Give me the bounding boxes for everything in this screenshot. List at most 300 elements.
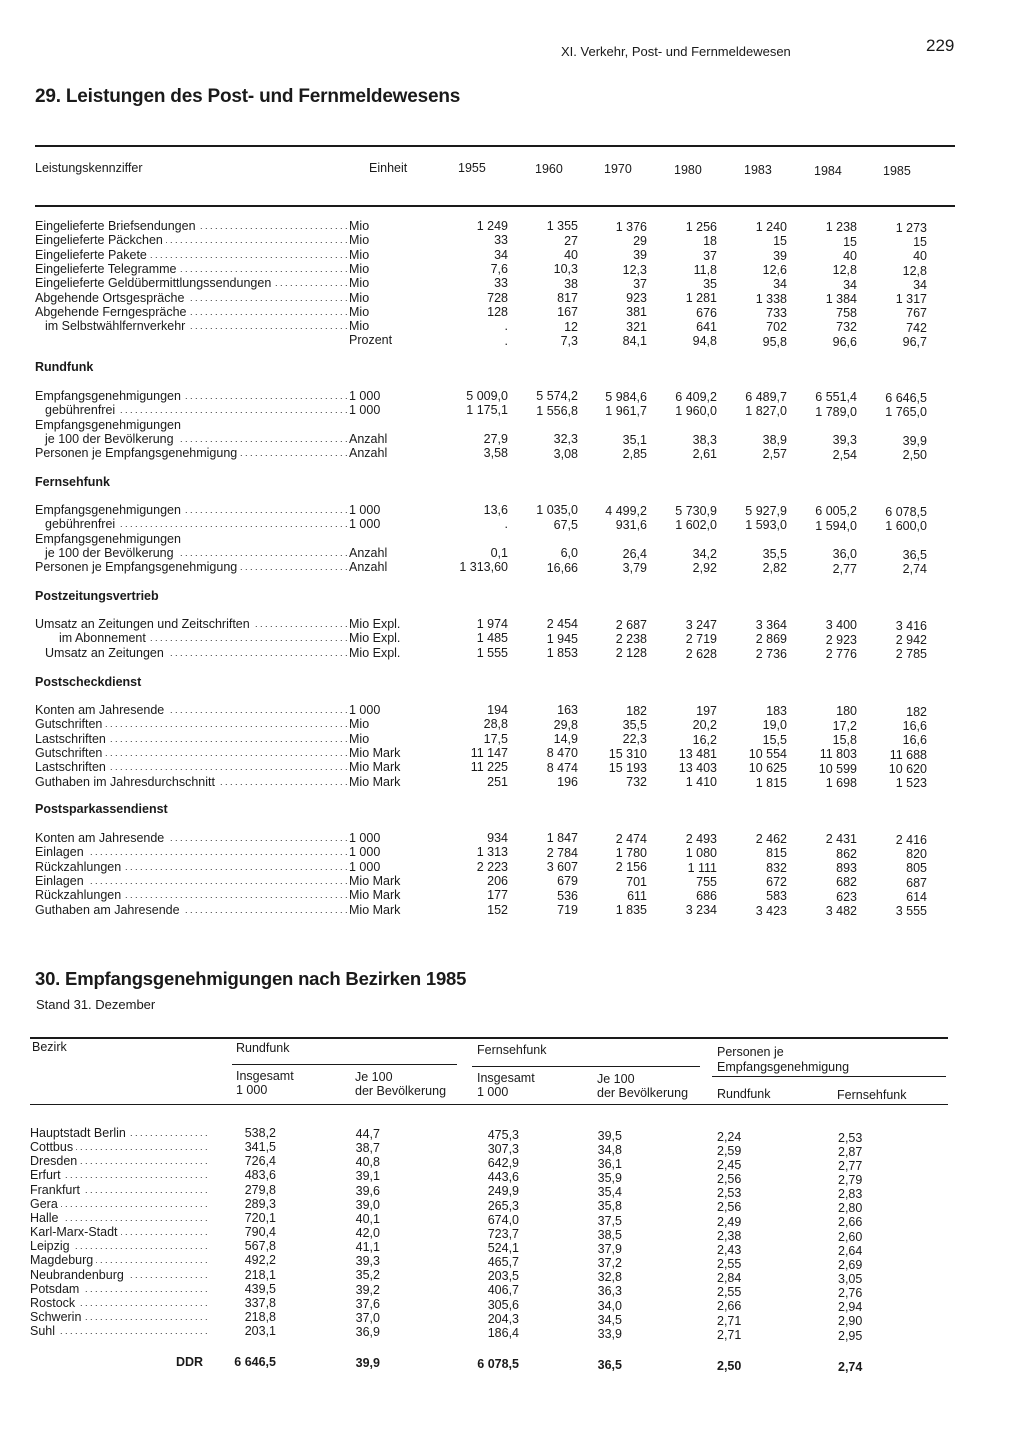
bezirk-label-text: Gera xyxy=(30,1197,61,1211)
row-label-text: Empfangsgenehmigungen xyxy=(35,503,184,517)
running-title: XI. Verkehr, Post- und Fernmeldewesen xyxy=(561,44,791,59)
value-cell: 6 646,5 xyxy=(234,1355,276,1369)
value-cell: 152 xyxy=(487,902,508,917)
bezirk-label-text: Magdeburg xyxy=(30,1253,96,1267)
value-cell: 6 489,7 xyxy=(745,390,787,405)
bezirk-label xyxy=(30,1154,210,1168)
row-unit: Mio xyxy=(349,276,370,291)
value-cell: 1 945 xyxy=(546,631,578,646)
value-cell: 2,53 xyxy=(838,1130,863,1145)
value-cell: 923 xyxy=(626,291,647,306)
value-cell: 1 376 xyxy=(615,219,647,234)
value-cell: 439,5 xyxy=(244,1281,276,1296)
value-cell: 3 423 xyxy=(755,903,787,918)
bezirk-label-text: Hauptstadt Berlin xyxy=(30,1126,129,1140)
value-cell: 33 xyxy=(494,233,508,248)
value-cell: 2,85 xyxy=(622,446,647,461)
row-label xyxy=(35,503,347,517)
col-bezirk: Bezirk xyxy=(32,1040,67,1054)
row-unit: 1 000 xyxy=(349,503,381,517)
value-cell: 6 005,2 xyxy=(815,504,857,519)
value-cell: 674,0 xyxy=(487,1212,519,1227)
value-cell: 35,4 xyxy=(597,1185,622,1200)
row-label-text: Einlagen xyxy=(35,845,87,859)
value-cell: 35,5 xyxy=(762,547,787,562)
value-cell: 623 xyxy=(836,889,857,904)
value-cell: 2,56 xyxy=(717,1200,742,1215)
value-cell: 11 147 xyxy=(470,746,508,761)
value-cell: 1 780 xyxy=(615,845,647,860)
value-cell: 2,76 xyxy=(838,1286,863,1301)
value-cell: 35 xyxy=(703,277,717,292)
value-cell: 687 xyxy=(906,875,927,890)
value-cell: 38,3 xyxy=(692,432,717,447)
value-cell: 832 xyxy=(766,860,787,875)
value-cell: 1 765,0 xyxy=(885,404,927,419)
value-cell: 39,9 xyxy=(355,1355,380,1370)
value-cell: 4 499,2 xyxy=(605,503,647,518)
table29-title: 29. Leistungen des Post- und Fernmeldewesens xyxy=(35,86,461,107)
value-cell: 2,71 xyxy=(717,1327,742,1342)
value-cell: 2,66 xyxy=(838,1215,863,1230)
value-cell: 11 225 xyxy=(470,760,508,775)
page-number: 229 xyxy=(926,36,955,55)
value-cell: . xyxy=(504,319,508,334)
value-cell: 44,7 xyxy=(355,1126,380,1141)
value-cell: 820 xyxy=(906,846,927,861)
row-label xyxy=(35,646,347,660)
value-cell: 2 156 xyxy=(615,860,647,875)
value-cell: 1 273 xyxy=(895,220,927,235)
row-unit: Anzahl xyxy=(349,446,388,461)
row-label-text: Eingelieferte Briefsendungen xyxy=(35,219,199,233)
value-cell: 38,5 xyxy=(597,1227,622,1242)
value-cell: 8 474 xyxy=(546,760,578,775)
value-cell: 728 xyxy=(487,290,508,305)
row-unit: 1 000 xyxy=(349,403,381,418)
row-label-text: je 100 der Bevölkerung xyxy=(35,432,177,446)
row-label-text: Empfangsgenehmigungen xyxy=(35,418,184,432)
value-cell: 29,8 xyxy=(553,717,578,732)
value-cell: 3 400 xyxy=(825,618,857,633)
value-cell: 11 803 xyxy=(819,747,857,762)
value-cell: 34,2 xyxy=(692,546,717,561)
col-fernseh-insgesamt: Insgesamt xyxy=(477,1071,535,1085)
value-cell: 19,0 xyxy=(762,718,787,733)
value-cell: 701 xyxy=(626,874,647,889)
value-cell: 3,58 xyxy=(483,446,508,461)
row-label xyxy=(35,775,347,789)
value-cell: 538,2 xyxy=(244,1126,276,1140)
value-cell: 265,3 xyxy=(487,1198,519,1213)
value-cell: 37 xyxy=(633,276,647,291)
value-cell: 1 789,0 xyxy=(815,404,857,419)
value-cell: 3,05 xyxy=(838,1272,863,1286)
row-label xyxy=(35,446,347,460)
col-year: 1960 xyxy=(535,162,563,176)
col-einheit: Einheit xyxy=(369,161,408,175)
value-cell: 726,4 xyxy=(244,1154,276,1169)
col-year: 1984 xyxy=(814,164,842,178)
col-year: 1970 xyxy=(604,162,632,176)
value-cell: 40 xyxy=(564,248,578,262)
value-cell: 39,5 xyxy=(597,1128,622,1143)
value-cell: 1 035,0 xyxy=(536,503,578,518)
value-cell: 16,2 xyxy=(692,732,717,747)
value-cell: 10 620 xyxy=(888,761,927,776)
row-label-text: je 100 der Bevölkerung xyxy=(35,546,177,560)
section-title: Rundfunk xyxy=(35,360,94,374)
value-cell: 41,1 xyxy=(355,1240,380,1255)
value-cell: 1 256 xyxy=(685,219,717,234)
value-cell: 742 xyxy=(906,320,927,335)
value-cell: 10 599 xyxy=(818,761,857,776)
value-cell: 20,2 xyxy=(692,718,717,733)
row-label xyxy=(35,860,347,874)
value-cell: 1 338 xyxy=(755,291,787,306)
value-cell: 3,79 xyxy=(622,560,647,575)
section-title: Postscheckdienst xyxy=(35,675,142,689)
value-cell: 206 xyxy=(487,874,508,889)
value-cell: 3 482 xyxy=(825,903,857,918)
value-cell: 2,95 xyxy=(838,1328,863,1343)
row-unit: Mio Mark xyxy=(349,902,401,917)
value-cell: 1 111 xyxy=(687,860,717,875)
value-cell: 2 416 xyxy=(895,832,927,847)
value-cell: 15 310 xyxy=(608,746,647,761)
value-cell: 2,57 xyxy=(762,447,787,462)
value-cell: 35,5 xyxy=(622,717,647,732)
row-unit: Mio xyxy=(349,731,370,746)
value-cell: 27 xyxy=(564,233,578,248)
value-cell: 3 364 xyxy=(755,618,787,633)
value-cell: 203,1 xyxy=(244,1324,276,1339)
table30-top-rule xyxy=(30,1037,948,1039)
value-cell: 758 xyxy=(836,306,857,321)
section-title: Fernsehfunk xyxy=(35,475,111,489)
row-label-text: im Selbstwählfernverkehr xyxy=(35,319,188,333)
row-label-text: Gutschriften xyxy=(35,746,105,760)
bezirk-label xyxy=(30,1126,210,1140)
value-cell: 2 431 xyxy=(825,832,857,847)
value-cell: 1 835 xyxy=(615,903,647,918)
row-unit: 1 000 xyxy=(349,845,381,860)
value-cell: 723,7 xyxy=(487,1226,519,1241)
rule-rundfunk-group xyxy=(232,1064,457,1065)
col-personen-fernsehfunk: Fernsehfunk xyxy=(837,1088,907,1102)
value-cell: 95,8 xyxy=(762,334,787,349)
value-cell: 1 847 xyxy=(546,831,578,846)
value-cell: 321 xyxy=(626,319,647,334)
value-cell: 1 600,0 xyxy=(885,518,927,533)
row-unit: Mio xyxy=(349,219,370,233)
col-group-personen-line1: Personen je xyxy=(717,1045,784,1059)
value-cell: 732 xyxy=(836,320,857,335)
value-cell: 37,2 xyxy=(597,1256,622,1271)
value-cell: 1 485 xyxy=(476,631,508,646)
value-cell: 40,8 xyxy=(355,1155,380,1170)
rule-fernsehfunk-group xyxy=(472,1066,700,1067)
value-cell: 2 223 xyxy=(476,859,508,874)
value-cell: 2 462 xyxy=(755,832,787,847)
value-cell: 36,0 xyxy=(832,547,857,562)
value-cell: 2,45 xyxy=(717,1157,742,1172)
row-label-text: Eingelieferte Geldübermittlungssendungen xyxy=(35,276,274,290)
value-cell: 2 628 xyxy=(685,646,717,661)
value-cell: 39 xyxy=(773,248,787,263)
value-cell: 475,3 xyxy=(487,1127,519,1142)
row-label xyxy=(35,319,347,333)
value-cell: 7,6 xyxy=(490,262,508,277)
row-label xyxy=(35,403,347,417)
value-cell: 34 xyxy=(913,277,927,292)
value-cell: 1 961,7 xyxy=(605,403,647,418)
value-cell: 5 730,9 xyxy=(675,503,717,518)
value-cell: 37,9 xyxy=(597,1241,622,1256)
bezirk-label-text: Karl-Marx-Stadt xyxy=(30,1225,121,1239)
value-cell: 3 607 xyxy=(546,860,578,874)
row-label-text: Eingelieferte Pakete xyxy=(35,248,150,262)
value-cell: 16,6 xyxy=(902,718,927,733)
bezirk-label-text: Frankfurt xyxy=(30,1183,83,1197)
row-label xyxy=(35,219,347,233)
value-cell: 34 xyxy=(843,277,857,292)
row-unit: 1 000 xyxy=(349,517,381,532)
row-label xyxy=(35,418,347,432)
value-cell: 2,71 xyxy=(717,1313,742,1328)
value-cell: 5 927,9 xyxy=(745,504,787,519)
value-cell: 34 xyxy=(494,247,508,262)
col-fernseh-der-bev: der Bevölkerung xyxy=(597,1086,689,1100)
value-cell: 2,53 xyxy=(717,1186,742,1201)
value-cell: 5 984,6 xyxy=(605,389,647,404)
value-cell: 536 xyxy=(557,888,578,903)
value-cell: 203,5 xyxy=(487,1269,519,1284)
value-cell: 2,74 xyxy=(838,1359,863,1374)
value-cell: 805 xyxy=(906,861,927,876)
row-label-text: Konten am Jahresende xyxy=(35,703,167,717)
value-cell: 40,1 xyxy=(355,1211,380,1226)
value-cell: 2 687 xyxy=(615,617,647,632)
value-cell: 35,2 xyxy=(355,1268,380,1283)
value-cell: 406,7 xyxy=(487,1283,519,1298)
bezirk-label-text: Schwerin xyxy=(30,1310,84,1324)
value-cell: 719 xyxy=(557,902,578,917)
table30-header-rule xyxy=(30,1104,948,1105)
bezirk-label-text: Potsdam xyxy=(30,1282,82,1296)
value-cell: 204,3 xyxy=(487,1311,519,1326)
col-year: 1983 xyxy=(744,163,772,177)
value-cell: 16,6 xyxy=(902,733,927,748)
row-label-text: Abgehende Ferngespräche xyxy=(35,305,190,319)
value-cell: 40 xyxy=(843,248,857,263)
col-rundfunk-der-bev: der Bevölkerung xyxy=(355,1084,447,1098)
bezirk-label xyxy=(30,1197,210,1211)
value-cell: 2 869 xyxy=(755,632,787,647)
value-cell: 790,4 xyxy=(244,1225,276,1240)
value-cell: 36,5 xyxy=(597,1357,622,1372)
row-unit: 1 000 xyxy=(349,859,381,874)
value-cell: 767 xyxy=(906,306,927,321)
value-cell: 8 470 xyxy=(546,746,578,761)
value-cell: 3 247 xyxy=(685,617,717,632)
table29-header-rule xyxy=(35,205,955,207)
value-cell: 2,84 xyxy=(717,1271,742,1286)
value-cell: 39,0 xyxy=(355,1197,380,1212)
row-label xyxy=(35,874,347,888)
row-label-text: Rückzahlungen xyxy=(35,888,124,902)
value-cell: 218,8 xyxy=(244,1309,276,1324)
row-label-text: Abgehende Ortsgespräche xyxy=(35,291,187,305)
value-cell: 931,6 xyxy=(615,517,647,532)
value-cell: 1 355 xyxy=(546,219,578,234)
row-unit: 1 000 xyxy=(349,389,381,403)
value-cell: 180 xyxy=(836,704,857,719)
value-cell: 702 xyxy=(766,320,787,335)
col-rundfunk-je100: Je 100 xyxy=(355,1070,393,1084)
value-cell: 94,8 xyxy=(692,334,717,349)
value-cell: . xyxy=(504,333,508,348)
row-label-text: Rückzahlungen xyxy=(35,860,124,874)
value-cell: 3 555 xyxy=(895,904,927,919)
value-cell: 15 xyxy=(773,234,787,249)
value-cell: 11,8 xyxy=(693,262,717,277)
row-label-text: Lastschriften xyxy=(35,760,109,774)
value-cell: 2,59 xyxy=(717,1143,742,1158)
bezirk-label xyxy=(30,1310,210,1324)
value-cell: 1 384 xyxy=(825,291,857,306)
value-cell: 733 xyxy=(766,305,787,320)
row-unit: Mio xyxy=(349,717,370,732)
row-label-text: Personen je Empfangsgenehmigung xyxy=(35,446,240,460)
table29-top-rule xyxy=(35,145,955,147)
value-cell: 2,90 xyxy=(838,1314,863,1329)
value-cell: 2 454 xyxy=(546,617,578,632)
row-unit: 1 000 xyxy=(349,703,381,717)
value-cell: 1 313 xyxy=(476,845,508,860)
value-cell: 2,79 xyxy=(838,1172,863,1187)
value-cell: 2,38 xyxy=(717,1228,742,1243)
value-cell: 11 688 xyxy=(889,747,927,762)
value-cell: 34,0 xyxy=(597,1298,622,1313)
value-cell: 676 xyxy=(696,305,717,320)
col-group-personen-line2: Empfangsgenehmigung xyxy=(717,1060,850,1074)
row-label xyxy=(35,717,347,731)
row-unit: Anzahl xyxy=(349,560,388,575)
value-cell: 3 416 xyxy=(895,618,927,633)
col-leistungskennziffer: Leistungskennziffer xyxy=(35,161,143,175)
bezirk-label xyxy=(30,1282,210,1296)
value-cell: 35,9 xyxy=(597,1171,622,1186)
value-cell: 10,3 xyxy=(553,262,578,277)
value-cell: 755 xyxy=(696,874,717,889)
value-cell: 12,8 xyxy=(902,263,927,278)
bezirk-label xyxy=(30,1168,210,1182)
row-unit: Mio xyxy=(349,233,370,248)
bezirk-label-text: DDR xyxy=(176,1355,204,1369)
value-cell: 381 xyxy=(626,305,647,320)
value-cell: 96,6 xyxy=(832,334,857,349)
value-cell: 6 409,2 xyxy=(675,389,717,404)
value-cell: 1 556,8 xyxy=(536,403,578,418)
table30-subtitle: Stand 31. Dezember xyxy=(36,997,156,1012)
value-cell: 37,0 xyxy=(355,1310,380,1325)
row-label xyxy=(35,831,347,845)
value-cell: 251 xyxy=(487,774,508,789)
value-cell: 36,5 xyxy=(902,547,927,562)
row-unit: 1 000 xyxy=(349,831,381,845)
value-cell: 2 784 xyxy=(546,845,578,860)
row-label xyxy=(35,703,347,717)
value-cell: 1 313,60 xyxy=(459,560,508,575)
value-cell: 34,5 xyxy=(597,1312,622,1327)
value-cell: 186,4 xyxy=(487,1325,519,1340)
value-cell: 1 175,1 xyxy=(466,403,508,418)
value-cell: 196 xyxy=(557,774,578,789)
value-cell: 6 078,5 xyxy=(477,1356,519,1371)
col-rundfunk-insgesamt: Insgesamt xyxy=(236,1069,294,1083)
value-cell: 307,3 xyxy=(487,1141,519,1156)
value-cell: 7,3 xyxy=(560,333,578,348)
value-cell: 27,9 xyxy=(483,432,508,447)
row-unit: Mio Mark xyxy=(349,760,401,775)
value-cell: 39,2 xyxy=(355,1282,380,1297)
value-cell: 5 574,2 xyxy=(536,389,578,404)
value-cell: 183 xyxy=(766,704,787,719)
value-cell: 39,1 xyxy=(355,1169,380,1184)
row-label xyxy=(35,888,347,902)
row-unit: Mio Mark xyxy=(349,774,401,789)
value-cell: 2 785 xyxy=(895,647,927,662)
value-cell: 36,3 xyxy=(597,1284,622,1299)
value-cell: 6 646,5 xyxy=(885,390,927,405)
value-cell: 934 xyxy=(487,831,508,846)
value-cell: 443,6 xyxy=(487,1170,519,1185)
bezirk-label xyxy=(30,1183,210,1197)
value-cell: 2 923 xyxy=(825,632,857,647)
value-cell: 32,3 xyxy=(553,432,578,447)
value-cell: 2,94 xyxy=(838,1300,863,1315)
value-cell: 1 238 xyxy=(825,220,857,235)
row-label xyxy=(35,517,347,531)
value-cell: 3 234 xyxy=(685,903,717,918)
row-label xyxy=(35,617,347,631)
row-label xyxy=(35,432,347,446)
bezirk-label xyxy=(30,1225,210,1239)
value-cell: 2 128 xyxy=(615,646,647,661)
row-label xyxy=(35,732,347,746)
value-cell: 1 827,0 xyxy=(745,404,787,419)
value-cell: 642,9 xyxy=(487,1156,519,1171)
value-cell: 39,3 xyxy=(832,433,857,448)
section-title: Postsparkassendienst xyxy=(35,802,168,816)
value-cell: 2,83 xyxy=(838,1187,863,1202)
value-cell: 289,3 xyxy=(244,1196,276,1211)
row-unit: Prozent xyxy=(349,333,393,348)
value-cell: 3,08 xyxy=(553,446,578,461)
col-group-rundfunk: Rundfunk xyxy=(236,1041,290,1055)
value-cell: 29 xyxy=(633,233,647,248)
value-cell: 34 xyxy=(773,277,787,292)
value-cell: 2,80 xyxy=(838,1201,863,1216)
value-cell: 817 xyxy=(557,290,578,305)
value-cell: 182 xyxy=(626,703,647,718)
rule-personen-group xyxy=(712,1076,946,1077)
value-cell: 67,5 xyxy=(553,517,578,532)
row-label xyxy=(35,389,347,403)
bezirk-label xyxy=(30,1239,210,1253)
value-cell: 2 736 xyxy=(755,646,787,661)
